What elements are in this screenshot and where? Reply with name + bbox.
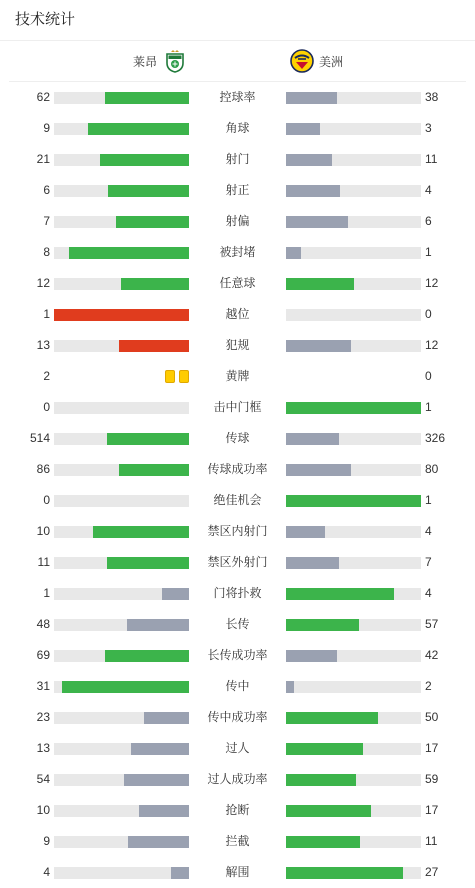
away-bar-track — [286, 154, 421, 166]
stat-row — [0, 795, 475, 826]
stat-label: 控球率 — [219, 90, 256, 104]
home-bar-fill — [171, 867, 189, 879]
home-bar-fill — [127, 619, 189, 631]
stat-label: 击中门框 — [213, 400, 262, 414]
stat-row — [0, 237, 475, 268]
away-bar-track — [286, 867, 421, 879]
home-bar-fill — [54, 309, 189, 321]
stat-label: 禁区内射门 — [207, 524, 268, 538]
home-bar-fill — [105, 650, 189, 662]
home-bar-fill — [119, 340, 189, 352]
away-bar-fill — [286, 743, 363, 755]
away-bar-fill — [286, 805, 371, 817]
away-team[interactable] — [290, 49, 343, 73]
stat-row — [0, 113, 475, 144]
away-bar-track — [286, 588, 421, 600]
away-bar-track — [286, 774, 421, 786]
home-value: 9 — [43, 834, 50, 848]
home-bar-fill — [107, 433, 189, 445]
home-value: 1 — [43, 307, 50, 321]
away-bar-track — [286, 495, 421, 507]
stat-row — [0, 423, 475, 454]
away-bar-track — [286, 309, 421, 321]
home-value: 2 — [43, 369, 50, 383]
away-value: 3 — [425, 121, 432, 135]
away-bar-fill — [286, 154, 332, 166]
stat-row — [0, 547, 475, 578]
stat-row — [0, 175, 475, 206]
away-bar-fill — [286, 526, 325, 538]
home-value: 1 — [43, 586, 50, 600]
home-value: 10 — [36, 524, 50, 538]
home-value: 0 — [43, 400, 50, 414]
away-value: 11 — [425, 152, 438, 166]
home-bar-track — [54, 123, 189, 135]
away-value: 12 — [425, 338, 439, 352]
home-bar-track — [54, 433, 189, 445]
away-bar-track — [286, 526, 421, 538]
away-bar-fill — [286, 681, 294, 693]
home-bar-track — [54, 712, 189, 724]
away-value: 0 — [425, 369, 432, 383]
leon-crest-icon — [163, 49, 187, 73]
stat-row — [0, 733, 475, 764]
home-value: 10 — [36, 803, 50, 817]
stat-row — [0, 671, 475, 702]
home-bar-track — [54, 619, 189, 631]
stat-label: 射偏 — [225, 214, 250, 228]
home-bar-track — [54, 836, 189, 848]
home-bar-track — [54, 805, 189, 817]
away-value: 4 — [425, 524, 432, 538]
home-bar-track — [54, 464, 189, 476]
away-bar-track — [286, 123, 421, 135]
home-value: 48 — [36, 617, 50, 631]
away-bar-fill — [286, 216, 348, 228]
home-bar-fill — [119, 464, 189, 476]
home-value: 0 — [43, 493, 50, 507]
home-bar-fill — [162, 588, 189, 600]
away-value: 50 — [425, 710, 439, 724]
yellow-card-icon — [165, 370, 175, 383]
home-value: 13 — [36, 338, 50, 352]
home-bar-track — [54, 681, 189, 693]
away-bar-fill — [286, 185, 340, 197]
stat-row — [0, 268, 475, 299]
away-bar-track — [286, 216, 421, 228]
away-value: 7 — [425, 555, 432, 569]
away-value: 1 — [425, 493, 432, 507]
home-bar-track — [54, 185, 189, 197]
away-bar-track — [286, 433, 421, 445]
stat-label: 解围 — [225, 865, 250, 879]
away-value: 42 — [425, 648, 439, 662]
away-bar-track — [286, 185, 421, 197]
teams-header — [9, 41, 466, 82]
stat-label: 拦截 — [225, 834, 250, 848]
stat-label: 长传成功率 — [207, 648, 268, 662]
away-bar-fill — [286, 247, 301, 259]
home-bar-fill — [105, 92, 189, 104]
home-value: 62 — [36, 90, 50, 104]
away-bar-fill — [286, 588, 394, 600]
stat-row — [0, 857, 475, 888]
home-bar-track — [54, 278, 189, 290]
stat-row — [0, 702, 475, 733]
stat-row — [0, 299, 475, 330]
away-value: 57 — [425, 617, 439, 631]
home-bar-fill — [116, 216, 189, 228]
stat-label: 射门 — [225, 152, 250, 166]
home-value: 54 — [36, 772, 50, 786]
away-value: 17 — [425, 803, 439, 817]
home-bar-track — [54, 247, 189, 259]
home-bar-fill — [139, 805, 189, 817]
away-value: 12 — [425, 276, 439, 290]
away-value: 27 — [425, 865, 439, 879]
stat-label: 传球成功率 — [207, 462, 268, 476]
away-bar-fill — [286, 340, 351, 352]
away-bar-track — [286, 247, 421, 259]
home-bar-fill — [100, 154, 189, 166]
home-value: 23 — [36, 710, 50, 724]
home-bar-track — [54, 216, 189, 228]
home-value: 21 — [36, 152, 50, 166]
stat-row — [0, 144, 475, 175]
stat-label: 过人成功率 — [207, 772, 268, 786]
home-value: 4 — [43, 865, 50, 879]
stat-label: 被封堵 — [219, 245, 256, 259]
away-bar-track — [286, 464, 421, 476]
home-bar-track — [54, 557, 189, 569]
away-bar-fill — [286, 557, 339, 569]
home-bar-track — [54, 867, 189, 879]
home-bar-track — [54, 495, 189, 507]
home-value: 9 — [43, 121, 50, 135]
stat-row — [0, 516, 475, 547]
away-value: 1 — [425, 400, 432, 414]
away-bar-fill — [286, 278, 354, 290]
stat-row — [0, 578, 475, 609]
home-bar-track — [54, 588, 189, 600]
home-team[interactable] — [133, 49, 187, 73]
away-value: 80 — [425, 462, 439, 476]
away-value: 2 — [425, 679, 432, 693]
home-value: 31 — [36, 679, 50, 693]
away-bar-track — [286, 278, 421, 290]
home-value: 69 — [36, 648, 50, 662]
stat-label: 射正 — [225, 183, 250, 197]
away-value: 6 — [425, 214, 432, 228]
away-bar-track — [286, 743, 421, 755]
stat-label: 犯规 — [225, 338, 250, 352]
away-value: 4 — [425, 586, 432, 600]
home-bar-fill — [69, 247, 189, 259]
home-bar-fill — [88, 123, 189, 135]
stat-label: 门将扑救 — [213, 586, 262, 600]
stat-label: 传中 — [225, 679, 250, 693]
stat-label: 角球 — [225, 121, 250, 135]
away-value: 17 — [425, 741, 439, 755]
away-bar-track — [286, 557, 421, 569]
yellow-cards — [165, 370, 189, 383]
away-bar-track — [286, 805, 421, 817]
home-bar-track — [54, 402, 189, 414]
away-bar-fill — [286, 464, 351, 476]
home-value: 514 — [29, 431, 50, 445]
stat-row — [0, 392, 475, 423]
home-bar-fill — [124, 774, 189, 786]
stat-row — [0, 206, 475, 237]
home-bar-fill — [108, 185, 189, 197]
stat-label: 黄牌 — [225, 369, 250, 383]
home-bar-track — [54, 154, 189, 166]
stat-row — [0, 485, 475, 516]
home-bar-fill — [128, 836, 189, 848]
away-bar-fill — [286, 712, 378, 724]
home-bar-track — [54, 309, 189, 321]
home-bar-track — [54, 340, 189, 352]
stat-label: 过人 — [225, 741, 250, 755]
stat-row — [0, 640, 475, 671]
away-bar-fill — [286, 123, 320, 135]
stat-row — [0, 454, 475, 485]
home-bar-track — [54, 743, 189, 755]
stat-label: 禁区外射门 — [207, 555, 268, 569]
home-value: 11 — [37, 555, 50, 569]
away-bar-fill — [286, 867, 403, 879]
stat-label: 抢断 — [225, 803, 250, 817]
home-bar-track — [54, 526, 189, 538]
stat-label: 传中成功率 — [207, 710, 268, 724]
away-value: 0 — [425, 307, 432, 321]
home-bar-fill — [144, 712, 189, 724]
club-america-crest-icon — [290, 49, 314, 73]
home-team-name: 莱昂 — [132, 54, 157, 69]
away-bar-track — [286, 619, 421, 631]
stat-label: 绝佳机会 — [213, 493, 262, 507]
page-title: 技术统计 — [0, 0, 475, 41]
away-bar-fill — [286, 650, 337, 662]
stat-label: 任意球 — [219, 276, 256, 290]
stat-label: 越位 — [225, 307, 250, 321]
away-value: 1 — [425, 245, 432, 259]
home-value: 7 — [43, 214, 50, 228]
home-bar-fill — [107, 557, 189, 569]
stat-row — [0, 609, 475, 640]
away-team-name: 美洲 — [319, 54, 344, 69]
away-value: 59 — [425, 772, 439, 786]
away-value: 38 — [425, 90, 439, 104]
home-value: 8 — [43, 245, 50, 259]
away-bar-fill — [286, 836, 360, 848]
stats-list — [0, 82, 475, 888]
away-value: 4 — [425, 183, 432, 197]
away-bar-fill — [286, 402, 421, 414]
home-bar-fill — [131, 743, 189, 755]
away-bar-fill — [286, 774, 356, 786]
home-bar-track — [54, 650, 189, 662]
away-bar-track — [286, 650, 421, 662]
away-bar-track — [286, 836, 421, 848]
away-value: 11 — [425, 834, 438, 848]
away-value: 326 — [425, 431, 446, 445]
home-value: 13 — [36, 741, 50, 755]
away-bar-fill — [286, 92, 337, 104]
home-value: 6 — [43, 183, 50, 197]
away-bar-fill — [286, 619, 359, 631]
home-value: 12 — [36, 276, 50, 290]
home-bar-fill — [121, 278, 189, 290]
stat-label: 传球 — [225, 431, 250, 445]
home-value: 86 — [36, 462, 50, 476]
stat-row — [0, 330, 475, 361]
yellow-card-icon — [179, 370, 189, 383]
stat-row — [0, 826, 475, 857]
away-bar-track — [286, 92, 421, 104]
home-bar-fill — [93, 526, 189, 538]
away-bar-fill — [286, 433, 339, 445]
stat-row — [0, 764, 475, 795]
away-bar-track — [286, 681, 421, 693]
away-bar-track — [286, 712, 421, 724]
home-bar-fill — [62, 681, 189, 693]
away-bar-track — [286, 402, 421, 414]
home-bar-track — [54, 92, 189, 104]
away-bar-track — [286, 340, 421, 352]
home-bar-track — [54, 774, 189, 786]
stat-row — [0, 361, 475, 392]
stat-label: 长传 — [225, 617, 250, 631]
stat-row — [0, 82, 475, 113]
away-bar-fill — [286, 495, 421, 507]
